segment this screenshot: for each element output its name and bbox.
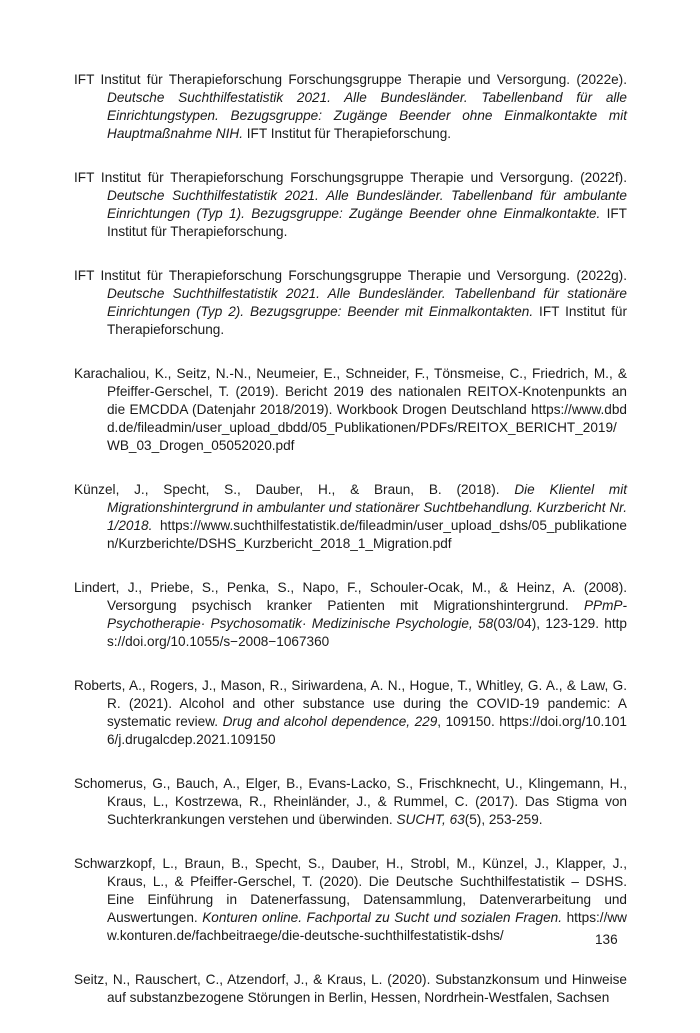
reference-text: IFT Institut für Therapieforschung Forschungsgruppe Therapie und Versorgung. (2022f).	[74, 170, 627, 185]
reference-entry	[74, 971, 627, 1007]
reference-text: Künzel, J., Specht, S., Dauber, H., & Braun, B. (2018).	[74, 482, 515, 497]
reference-entry	[74, 775, 627, 829]
reference-url[interactable]: https://doi.org/10.1016/j.drugalcdep.2021.109150	[107, 714, 627, 747]
reference-text: Schomerus, G., Bauch, A., Elger, B., Evans-Lacko, S., Frischknecht, U., Klingemann, H., Kraus, L., Kostrzewa, R., Rheinländer, J., & Rummel, C. (2017). Das Stigma von Suchterkrankungen verstehen und überwinden.	[74, 776, 627, 827]
reference-entry	[74, 71, 627, 143]
reference-text: Roberts, A., Rogers, J., Mason, R., Siriwardena, A. N., Hogue, T., Whitley, G. A., & Law, G. R. (2021). Alcohol and other substance use during the COVID-19 pandemic: A systematic review.	[74, 678, 627, 729]
reference-title: Drug and alcohol dependence, 229	[222, 714, 438, 729]
reference-text: Seitz, N., Rauschert, C., Atzendorf, J., & Kraus, L. (2020). Substanzkonsum und Hinweise auf substanzbezogene Störungen in Berlin, Hessen, Nordrhein-Westfalen, Sachsen	[74, 972, 627, 1005]
reference-list	[74, 71, 627, 1033]
reference-title: Konturen online. Fachportal zu Sucht und sozialen Fragen.	[202, 910, 563, 925]
reference-url[interactable]: https://www.suchthilfestatistik.de/fileadmin/user_upload_dshs/05_publikationen/Kurzberichte/DSHS_Kurzbericht_2018_1_Migration.pdf	[107, 518, 627, 551]
reference-title: Die Klientel mit Migrationshintergrund in ambulanter und stationärer Suchtbehandlung. Kurzbericht Nr. 1/2018.	[107, 482, 627, 533]
reference-title: Deutsche Suchthilfestatistik 2021. Alle Bundesländer. Tabellenband für stationäre Einrichtungen (Typ 2). Bezugsgruppe: Beender mit Einmalkontakten.	[107, 286, 627, 319]
reference-url[interactable]: https://www.dbdd.de/fileadmin/user_upload_dbdd/05_Publikationen/PDFs/REITOX_BERICHT_2019/WB_03_Drogen_05052020.pdf	[107, 402, 627, 453]
reference-entry	[74, 365, 627, 455]
reference-text: , 109150.	[437, 714, 500, 729]
reference-text: IFT Institut für Therapieforschung Forschungsgruppe Therapie und Versorgung. (2022g).	[74, 268, 627, 283]
reference-entry	[74, 677, 627, 749]
reference-entry	[74, 579, 627, 651]
reference-text: Lindert, J., Priebe, S., Penka, S., Napo, F., Schouler-Ocak, M., & Heinz, A. (2008). Versorgung psychisch kranker Patienten mit Migrationshintergrund.	[74, 580, 627, 613]
reference-url[interactable]: https://doi.org/10.1055/s−2008−1067360	[107, 616, 627, 649]
reference-title: Deutsche Suchthilfestatistik 2021. Alle Bundesländer. Tabellenband für alle Einrichtungstypen. Bezugsgruppe: Zugänge Beender ohne Einmalkontakte mit Hauptmaßnahme NIH.	[107, 90, 627, 141]
reference-text: IFT Institut für Therapieforschung Forschungsgruppe Therapie und Versorgung. (2022e).	[74, 72, 627, 87]
reference-text: IFT Institut für Therapieforschung.	[243, 126, 452, 141]
reference-entry	[74, 267, 627, 339]
reference-entry	[74, 855, 627, 945]
reference-text: Schwarzkopf, L., Braun, B., Specht, S., Dauber, H., Strobl, M., Künzel, J., Klapper, J., Kraus, L., & Pfeiffer-Gerschel, T. (2020). Die Deutsche Suchthilfestatistik – DSHS. Eine Einführung in Datenerfassung, Datensammlung, Datenverarbeitung und Auswertungen.	[74, 856, 627, 925]
reference-text: IFT Institut für Therapieforschung.	[107, 206, 627, 239]
reference-entry	[74, 481, 627, 553]
reference-text: (03/04), 123-129.	[493, 616, 605, 631]
reference-text: (5), 253-259.	[464, 812, 543, 827]
reference-text: Karachaliou, K., Seitz, N.-N., Neumeier, E., Schneider, F., Tönsmeise, C., Friedrich, M., & Pfeiffer-Gerschel, T. (2019). Bericht 2019 des nationalen REITOX-Knotenpunkts an die EMCDDA (Datenjahr 2018/2019). Workbook Drogen Deutschland	[74, 366, 627, 417]
page-number: 136	[595, 932, 618, 947]
reference-text	[152, 518, 160, 533]
reference-title: PPmP-Psychotherapie· Psychosomatik· Medizinische Psychologie, 58	[107, 598, 627, 631]
reference-url[interactable]: https://www.konturen.de/fachbeitraege/die-deutsche-suchthilfestatistik-dshs/	[107, 910, 627, 943]
reference-title: SUCHT, 63	[396, 812, 465, 827]
reference-text: IFT Institut für Therapieforschung.	[107, 304, 627, 337]
reference-entry	[74, 169, 627, 241]
reference-title: Deutsche Suchthilfestatistik 2021. Alle Bundesländer. Tabellenband für ambulante Einrichtungen (Typ 1). Bezugsgruppe: Zugänge Beender ohne Einmalkontakte.	[107, 188, 627, 221]
